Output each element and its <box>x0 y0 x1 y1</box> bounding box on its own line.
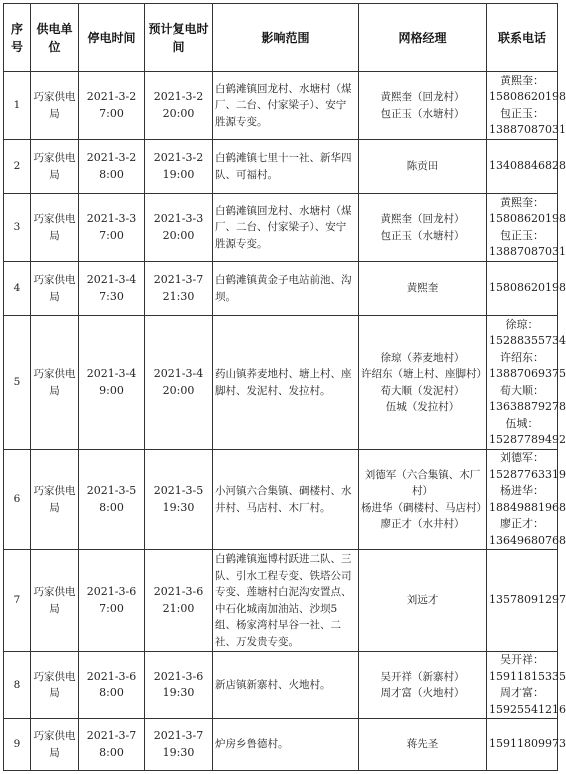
restore-date: 2021-3-7 <box>153 729 204 742</box>
restore-date: 2021-3-6 <box>153 669 204 683</box>
row-index: 8 <box>4 652 31 719</box>
restore-clock: 20:00 <box>162 228 195 242</box>
row-manager <box>359 719 487 771</box>
outage-date: 2021-3-3 <box>86 212 137 225</box>
manager-line: 刘德军（六合集镇、木厂村） <box>364 468 481 497</box>
outage-clock: 7:00 <box>99 228 124 242</box>
restore-date: 2021-3-2 <box>153 151 204 164</box>
table-row <box>4 140 558 194</box>
outage-clock: 7:30 <box>99 289 124 303</box>
row-index: 3 <box>4 194 31 262</box>
row-unit: 巧家供电局 <box>31 72 79 140</box>
outage-clock: 8:00 <box>99 745 124 759</box>
row-scope: 白鹤滩镇回龙村、水塘村（煤厂、二台、付家梁子）、安宁胜源专变。 <box>213 72 359 140</box>
phone-line: 13578091297 <box>489 593 566 607</box>
phone-line: 杨进华： <box>500 484 544 497</box>
header-index: 序号 <box>4 4 31 72</box>
row-manager <box>359 450 487 550</box>
phone-line: 15911815335 <box>489 669 566 683</box>
table-row <box>4 550 558 652</box>
row-outage-time <box>79 140 145 194</box>
phone-line: 刘德军： <box>500 451 544 464</box>
table-row <box>4 316 558 450</box>
row-phone <box>487 262 566 316</box>
row-index: 9 <box>4 719 31 771</box>
outage-date: 2021-3-6 <box>86 585 137 598</box>
row-scope: 小河镇六合集镇、碉楼村、水井村、马店村、木厂村。 <box>213 450 359 550</box>
restore-clock: 19:30 <box>162 686 195 699</box>
row-phone <box>487 316 566 450</box>
row-index: 2 <box>4 140 31 194</box>
outage-clock: 8:00 <box>99 500 124 514</box>
manager-line: 包正玉（水塘村） <box>380 229 465 242</box>
restore-clock: 19:00 <box>162 167 195 181</box>
row-index: 5 <box>4 316 31 450</box>
manager-line: 陈贡田 <box>406 160 439 173</box>
phone-line: 伍城： <box>505 416 539 430</box>
manager-line: 刘远才 <box>406 594 439 607</box>
outage-date: 2021-3-2 <box>86 151 137 164</box>
row-manager <box>359 550 487 652</box>
row-unit: 巧家供电局 <box>31 719 79 771</box>
manager-line: 蒋先圣 <box>406 738 439 751</box>
table-row <box>4 450 558 550</box>
row-outage-time <box>79 72 145 140</box>
manager-line: 伍城（发拉村） <box>385 401 460 413</box>
row-phone <box>487 72 566 140</box>
restore-date: 2021-3-2 <box>153 90 204 103</box>
phone-line: 廖正才： <box>500 517 544 530</box>
phone-line: 包正玉： <box>500 106 544 120</box>
manager-line: 黄熙奎 <box>406 282 439 295</box>
row-scope: 白鹤滩镇七里十一社、新华四队、可福村。 <box>213 140 359 194</box>
row-unit: 巧家供电局 <box>31 194 79 262</box>
row-unit: 巧家供电局 <box>31 550 79 652</box>
manager-line: 黄熙奎（回龙村） <box>380 213 465 225</box>
row-manager <box>359 140 487 194</box>
row-outage-time <box>79 550 145 652</box>
phone-line: 周才富： <box>500 686 544 699</box>
row-restore-time <box>145 72 213 140</box>
row-manager <box>359 72 487 140</box>
restore-clock: 20:00 <box>162 106 195 120</box>
phone-line: 13408846828 <box>489 159 566 173</box>
row-outage-time <box>79 316 145 450</box>
table-row <box>4 72 558 140</box>
row-unit: 巧家供电局 <box>31 262 79 316</box>
row-outage-time <box>79 450 145 550</box>
manager-line: 吴开祥（新寨村） <box>380 670 465 683</box>
manager-line: 杨进华（碉楼村、马店村） <box>361 501 487 514</box>
row-scope: 白鹤滩镇迤博村跃进二队、三队、引水工程专变、铁塔公司专变、莲塘村白泥沟安置点、中石化城南加油站、沙坝5组、杨家湾村早谷一社、二社、万发贵专变。 <box>213 550 359 652</box>
phone-line: 13649680768 <box>489 533 566 547</box>
phone-line: 黄熙奎： <box>500 73 544 87</box>
row-restore-time <box>145 550 213 652</box>
manager-line: 许绍东（塘上村、座脚村） <box>361 368 487 380</box>
outage-date: 2021-3-2 <box>86 90 137 103</box>
phone-line: 13638879278 <box>489 400 566 413</box>
phone-line: 15288355734 <box>489 334 566 347</box>
restore-date: 2021-3-3 <box>153 212 204 225</box>
row-scope: 白鹤滩镇回龙村、水塘村（煤厂、二台、付家梁子）、安宁胜源专变。 <box>213 194 359 262</box>
outage-date: 2021-3-4 <box>86 273 137 286</box>
row-restore-time <box>145 316 213 450</box>
row-scope: 炉房乡鲁德村。 <box>213 719 359 771</box>
row-phone <box>487 719 566 771</box>
outage-date: 2021-3-6 <box>86 669 137 683</box>
row-unit: 巧家供电局 <box>31 140 79 194</box>
outage-clock: 9:00 <box>99 383 124 397</box>
row-phone <box>487 550 566 652</box>
outage-clock: 7:00 <box>99 601 124 615</box>
manager-line: 徐琼（荞麦地村） <box>380 351 465 364</box>
outage-clock: 7:00 <box>99 106 124 120</box>
row-scope: 白鹤滩镇黄金子电站前池、沟坝。 <box>213 262 359 316</box>
phone-line: 15808620198 <box>489 90 566 103</box>
restore-clock: 19:30 <box>162 500 195 514</box>
restore-date: 2021-3-7 <box>153 273 204 286</box>
outage-table <box>3 3 566 771</box>
row-phone <box>487 652 566 719</box>
phone-line: 15808620198 <box>489 212 566 225</box>
table-body <box>4 72 566 771</box>
restore-clock: 20:00 <box>162 383 195 397</box>
restore-clock: 21:30 <box>162 289 195 303</box>
phone-line: 荀大顺： <box>500 383 544 397</box>
phone-line: 许绍东： <box>500 350 544 364</box>
row-manager <box>359 316 487 450</box>
outage-clock: 8:00 <box>99 167 124 181</box>
manager-line: 周才富（火地村） <box>380 687 465 699</box>
manager-line: 黄熙奎（回龙村） <box>380 91 465 103</box>
row-phone <box>487 140 566 194</box>
row-index: 7 <box>4 550 31 652</box>
phone-line: 13887087031 <box>489 245 566 258</box>
row-outage-time <box>79 194 145 262</box>
table-row <box>4 719 558 771</box>
row-restore-time <box>145 719 213 771</box>
phone-line: 18849881968 <box>489 500 566 514</box>
row-scope: 新店镇新寨村、火地村。 <box>213 652 359 719</box>
header-row <box>4 4 558 72</box>
row-outage-time <box>79 652 145 719</box>
row-unit: 巧家供电局 <box>31 450 79 550</box>
row-scope: 药山镇荞麦地村、塘上村、座脚村、发泥村、发拉村。 <box>213 316 359 450</box>
phone-line: 13887069375 <box>489 367 566 380</box>
row-restore-time <box>145 450 213 550</box>
outage-clock: 8:00 <box>99 686 124 699</box>
restore-clock: 21:00 <box>162 601 195 615</box>
header-phone: 联系电话 <box>487 4 558 72</box>
header-manager: 网格经理 <box>359 4 487 72</box>
phone-line: 15911809973 <box>489 737 566 751</box>
row-index: 1 <box>4 72 31 140</box>
header-restore-time: 预计复电时间 <box>145 4 213 72</box>
row-index: 6 <box>4 450 31 550</box>
phone-line: 15808620198 <box>489 281 566 295</box>
header-outage-time: 停电时间 <box>79 4 145 72</box>
restore-date: 2021-3-5 <box>153 484 204 497</box>
row-restore-time <box>145 140 213 194</box>
header-scope: 影响范围 <box>213 4 359 72</box>
header-unit: 供电单位 <box>31 4 79 72</box>
row-restore-time <box>145 652 213 719</box>
phone-line: 黄熙奎： <box>500 195 544 209</box>
row-manager <box>359 262 487 316</box>
row-manager <box>359 194 487 262</box>
table-row <box>4 652 558 719</box>
outage-date: 2021-3-7 <box>86 729 137 742</box>
row-restore-time <box>145 262 213 316</box>
row-unit: 巧家供电局 <box>31 316 79 450</box>
phone-line: 15287789492 <box>489 433 566 446</box>
row-outage-time <box>79 262 145 316</box>
restore-date: 2021-3-4 <box>153 367 204 380</box>
table-row <box>4 194 558 262</box>
row-restore-time <box>145 194 213 262</box>
manager-line: 荀大顺（发泥村） <box>380 384 465 397</box>
phone-line: 徐琼： <box>505 317 539 331</box>
phone-line: 15287763319 <box>489 467 566 481</box>
phone-line: 13887087031 <box>489 123 566 136</box>
row-manager <box>359 652 487 719</box>
manager-line: 廖正才（水井村） <box>380 518 465 530</box>
phone-line: 15925541216 <box>489 702 566 716</box>
phone-line: 包正玉： <box>500 228 544 242</box>
restore-date: 2021-3-6 <box>153 585 204 598</box>
manager-line: 包正玉（水塘村） <box>380 107 465 120</box>
row-phone <box>487 194 566 262</box>
row-phone <box>487 450 566 550</box>
row-unit: 巧家供电局 <box>31 652 79 719</box>
outage-date: 2021-3-4 <box>86 367 137 380</box>
row-outage-time <box>79 719 145 771</box>
table-row <box>4 262 558 316</box>
row-index: 4 <box>4 262 31 316</box>
phone-line: 吴开祥： <box>500 653 544 666</box>
outage-date: 2021-3-5 <box>86 484 137 497</box>
restore-clock: 19:30 <box>162 745 195 759</box>
